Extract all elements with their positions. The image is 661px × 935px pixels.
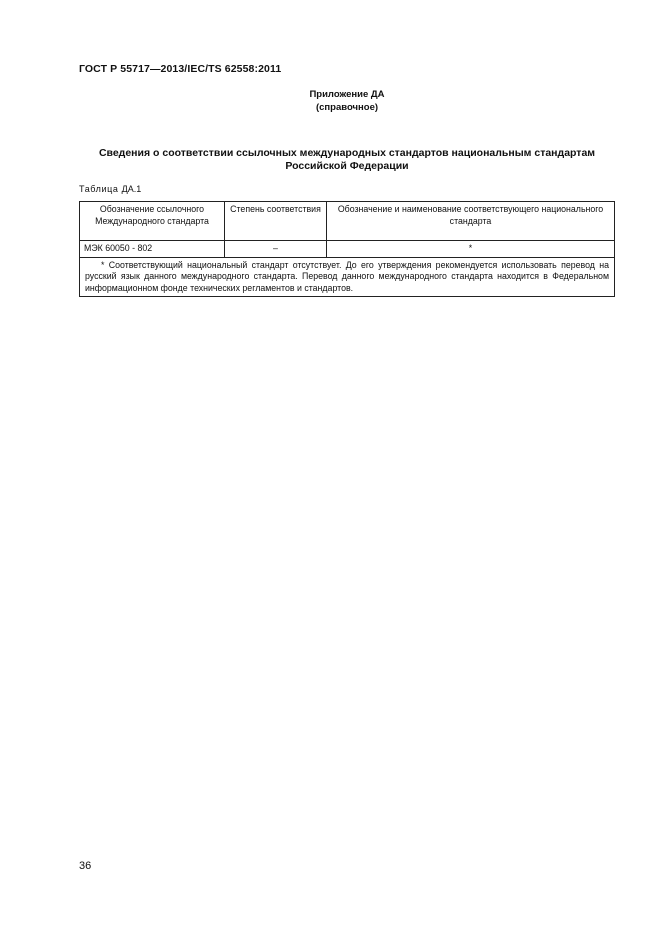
table-caption-number: ДА.1	[121, 184, 142, 194]
table-header-cell: Обозначение и наименование соответствующего национального стандарта	[327, 202, 615, 241]
table-cell: МЭК 60050 - 802	[80, 241, 225, 258]
appendix-title: Приложение ДА	[309, 89, 385, 100]
table-caption-prefix: Таблица	[79, 184, 119, 194]
table-row	[80, 241, 615, 258]
page-number: 36	[79, 860, 92, 872]
section-title	[79, 147, 615, 173]
table-cell: *	[327, 241, 615, 258]
section-title-line1: Сведения о соответствии ссылочных международных стандартов национальным стандартам	[98, 147, 596, 159]
table-footnote	[80, 257, 615, 297]
footnote-text: * Соответствующий национальный стандарт отсутствует. До его утверждения рекомендуется использовать перевод на русский язык данного международного стандарта. Перевод данного международного стандарта находится в Федеральном информационном фонде технических регламентов и стандартов.	[85, 259, 609, 293]
table-header-cell: Степень соответствия	[225, 202, 327, 241]
table-cell: –	[225, 241, 327, 258]
appendix-subtitle: (справочное)	[315, 102, 379, 113]
reference-table	[79, 201, 615, 297]
table-footnote-row	[80, 257, 615, 297]
appendix-heading	[0, 88, 661, 114]
table-header-cell: Обозначение ссылочного Международного стандарта	[80, 202, 225, 241]
table-caption	[79, 184, 141, 194]
section-title-line2: Российской Федерации	[285, 160, 409, 172]
table-header-row	[80, 202, 615, 241]
standard-code: ГОСТ Р 55717—2013/IEC/TS 62558:2011	[79, 63, 282, 75]
